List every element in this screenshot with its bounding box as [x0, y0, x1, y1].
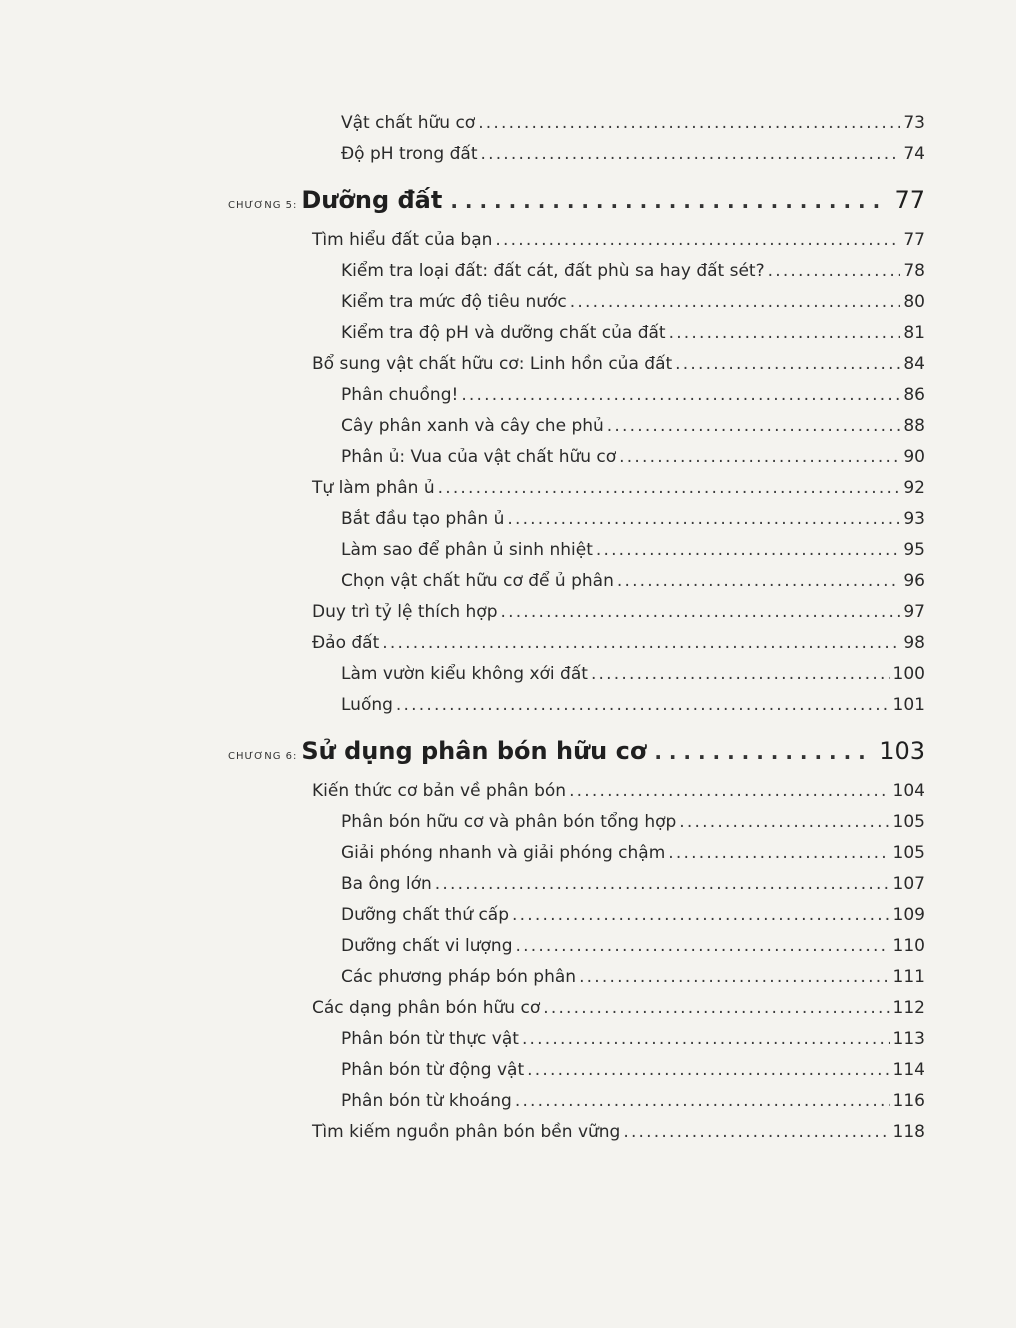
- dot-leader: [396, 695, 890, 715]
- dot-leader: [480, 144, 900, 164]
- toc-entry: [341, 1091, 925, 1111]
- dot-leader: [569, 781, 889, 801]
- dot-leader: [679, 812, 889, 832]
- toc-entry-page: 86: [903, 385, 925, 405]
- toc-entry-title: Chọn vật chất hữu cơ để ủ phân: [341, 571, 614, 591]
- toc-entry-title: Kiểm tra loại đất: đất cát, đất phù sa hay đất sét?: [341, 261, 765, 281]
- toc-entry-title: Làm sao để phân ủ sinh nhiệt: [341, 540, 593, 560]
- toc-entry: [341, 1060, 925, 1080]
- toc-entry-page: 109: [892, 905, 925, 925]
- dot-leader: [675, 354, 900, 374]
- dot-leader: [478, 113, 900, 133]
- toc-entry-page: 101: [892, 695, 925, 715]
- dot-leader: [515, 1091, 890, 1111]
- chapter-page: 77: [894, 186, 925, 214]
- dot-leader: [527, 1060, 889, 1080]
- toc-entry-title: Tìm kiếm nguồn phân bón bền vững: [312, 1122, 621, 1142]
- toc-entry: [312, 781, 925, 801]
- toc-entry-page: 90: [903, 447, 925, 467]
- toc-entry: [312, 478, 925, 498]
- dot-leader: [607, 416, 901, 436]
- dot-leader: [461, 385, 900, 405]
- chapter-label: CHƯƠNG 6:: [228, 751, 298, 762]
- chapter-heading: [228, 737, 925, 765]
- dot-leader: [768, 261, 901, 281]
- toc-entry: [341, 292, 925, 312]
- toc-entry-title: Bắt đầu tạo phân ủ: [341, 509, 505, 529]
- dot-leader: [382, 633, 900, 653]
- toc-entry: [341, 416, 925, 436]
- toc-entry: [341, 905, 925, 925]
- toc-entry-title: Phân bón từ động vật: [341, 1060, 525, 1080]
- toc-entry: [312, 602, 925, 622]
- toc-entry-title: Cây phân xanh và cây che phủ: [341, 416, 604, 436]
- dot-leader: [591, 664, 890, 684]
- toc-entry: [312, 1122, 925, 1142]
- toc-entry-page: 92: [903, 478, 925, 498]
- toc-entry-title: Độ pH trong đất: [341, 144, 478, 164]
- toc-entry-title: Kiến thức cơ bản về phân bón: [312, 781, 567, 801]
- toc-entry: [341, 695, 925, 715]
- toc-entry-page: 88: [903, 416, 925, 436]
- dot-leader: [500, 602, 900, 622]
- toc-entry: [341, 261, 925, 281]
- dot-leader: [669, 323, 901, 343]
- toc-entry-title: Duy trì tỷ lệ thích hợp: [312, 602, 498, 622]
- chapter-title: Dưỡng đất: [301, 186, 443, 214]
- dot-leader: [654, 740, 871, 764]
- toc-entry-title: Kiểm tra mức độ tiêu nước: [341, 292, 567, 312]
- toc-entry-page: 105: [892, 843, 925, 863]
- toc-entry-page: 105: [892, 812, 925, 832]
- toc-entry: [341, 323, 925, 343]
- toc-entry-title: Tự làm phân ủ: [312, 478, 435, 498]
- toc-entry: [341, 936, 925, 956]
- toc-entry-title: Vật chất hữu cơ: [341, 113, 476, 133]
- toc-entry-page: 80: [903, 292, 925, 312]
- toc-entry-page: 104: [892, 781, 925, 801]
- toc-entry-title: Ba ông lớn: [341, 874, 432, 894]
- dot-leader: [596, 540, 901, 560]
- toc-entry: [341, 571, 925, 591]
- chapter-page: 103: [879, 737, 925, 765]
- toc-entry-title: Phân bón từ thực vật: [341, 1029, 519, 1049]
- toc-entry-page: 107: [892, 874, 925, 894]
- toc-entry-title: Bổ sung vật chất hữu cơ: Linh hồn của đất: [312, 354, 673, 374]
- toc-entry-title: Tìm hiểu đất của bạn: [312, 230, 493, 250]
- toc-entry-page: 84: [903, 354, 925, 374]
- toc-entry-page: 112: [892, 998, 925, 1018]
- toc-entry: [341, 447, 925, 467]
- toc-entry: [312, 998, 925, 1018]
- toc-entry: [312, 633, 925, 653]
- toc-entry: [312, 354, 925, 374]
- toc-entry-page: 74: [903, 144, 925, 164]
- chapter-label: CHƯƠNG 5:: [228, 200, 298, 211]
- toc-entry-title: Giải phóng nhanh và giải phóng chậm: [341, 843, 666, 863]
- toc-entry: [341, 540, 925, 560]
- toc-entry: [341, 843, 925, 863]
- dot-leader: [438, 478, 901, 498]
- dot-leader: [512, 905, 890, 925]
- toc-entry-page: 116: [892, 1091, 925, 1111]
- toc-entry-title: Phân bón hữu cơ và phân bón tổng hợp: [341, 812, 677, 832]
- toc-entry: [341, 812, 925, 832]
- dot-leader: [522, 1029, 890, 1049]
- toc-entry: [312, 230, 925, 250]
- toc-entry-title: Làm vườn kiểu không xới đất: [341, 664, 588, 684]
- dot-leader: [623, 1122, 889, 1142]
- dot-leader: [450, 189, 886, 213]
- toc-entry: [341, 385, 925, 405]
- toc-entry-title: Phân ủ: Vua của vật chất hữu cơ: [341, 447, 617, 467]
- toc-entry-title: Phân bón từ khoáng: [341, 1091, 512, 1111]
- dot-leader: [507, 509, 900, 529]
- toc-entry-title: Các phương pháp bón phân: [341, 967, 577, 987]
- toc-entry: [341, 967, 925, 987]
- toc-entry-page: 95: [903, 540, 925, 560]
- dot-leader: [617, 571, 901, 591]
- dot-leader: [619, 447, 900, 467]
- toc-entry-page: 78: [903, 261, 925, 281]
- toc-entry-page: 111: [892, 967, 925, 987]
- toc-entry: [341, 509, 925, 529]
- toc-entry: [341, 874, 925, 894]
- toc-entry-page: 113: [892, 1029, 925, 1049]
- dot-leader: [668, 843, 889, 863]
- toc-entry-page: 110: [892, 936, 925, 956]
- toc-entry-title: Kiểm tra độ pH và dưỡng chất của đất: [341, 323, 666, 343]
- dot-leader: [516, 936, 890, 956]
- toc-entry-title: Luống: [341, 695, 393, 715]
- dot-leader: [579, 967, 889, 987]
- toc-entry-page: 97: [903, 602, 925, 622]
- toc-entry-page: 118: [892, 1122, 925, 1142]
- toc-entry-title: Đảo đất: [312, 633, 380, 653]
- chapter-heading: [228, 186, 925, 214]
- toc-entry-page: 73: [903, 113, 925, 133]
- toc-entry: [341, 144, 925, 164]
- dot-leader: [435, 874, 890, 894]
- toc-entry-page: 114: [892, 1060, 925, 1080]
- dot-leader: [570, 292, 901, 312]
- toc-entry-title: Dưỡng chất vi lượng: [341, 936, 513, 956]
- dot-leader: [543, 998, 889, 1018]
- toc-entry-page: 98: [903, 633, 925, 653]
- toc-entry-page: 93: [903, 509, 925, 529]
- dot-leader: [495, 230, 900, 250]
- toc-entry: [341, 664, 925, 684]
- chapter-title: Sử dụng phân bón hữu cơ: [301, 737, 647, 765]
- toc-entry-page: 96: [903, 571, 925, 591]
- toc-entry-title: Phân chuồng!: [341, 385, 459, 405]
- toc-entry: [341, 1029, 925, 1049]
- toc-entry-page: 77: [903, 230, 925, 250]
- toc-entry-page: 81: [903, 323, 925, 343]
- toc-entry-page: 100: [892, 664, 925, 684]
- toc-entry-title: Dưỡng chất thứ cấp: [341, 905, 510, 925]
- toc-entry: [341, 113, 925, 133]
- toc-entry-title: Các dạng phân bón hữu cơ: [312, 998, 541, 1018]
